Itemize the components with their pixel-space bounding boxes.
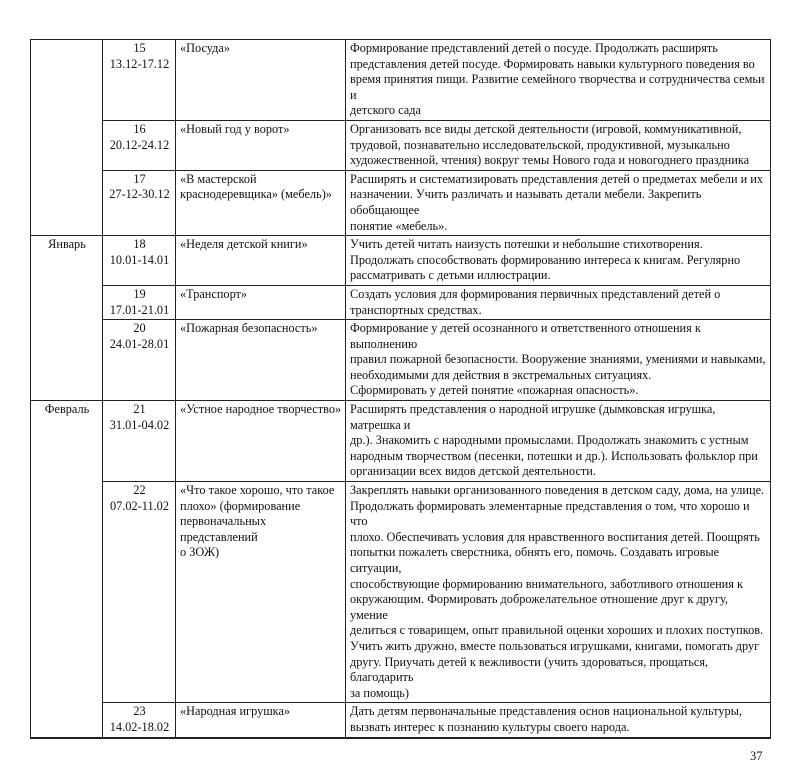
content-line: Сформировать у детей понятие «пожарная опасность». [350,383,639,398]
theme-line: «Посуда» [180,41,231,55]
table-row [31,40,771,121]
theme-cell [176,236,346,286]
content-line: назначении. Учить различать и называть детали мебели. Закрепить обобщающее [350,187,702,217]
week-dates: 07.02-11.02 [110,498,169,513]
week-dates: 24.01-28.01 [109,336,170,351]
month-cell: Февраль [31,401,103,738]
content-cell [346,236,771,286]
week-dates: 14.02-18.02 [109,719,170,734]
week-cell [103,40,176,121]
week-cell [103,320,176,401]
theme-line: «Что такое хорошо, что такое [180,483,335,498]
content-line: вызвать интерес к познанию культуры своего народа. [350,719,630,734]
table-row [31,120,771,170]
theme-line: «В мастерской [180,171,257,186]
table-row [31,401,771,482]
content-cell [346,120,771,170]
content-line: Закреплять навыки организованного поведения в детском саду, дома, на улице. [350,483,765,498]
week-cell [103,170,176,235]
content-cell [346,703,771,738]
month-cell: Январь [31,236,103,401]
content-line: Учить детей читать наизусть потешки и небольшие стихотворения. [350,237,703,252]
content-line: правил пожарной безопасности. Вооружение знаниями, умениями и навыками, [350,352,766,367]
content-line: др.). Знакомить с народными промыслами. Продолжать знакомить с устным [350,433,749,448]
week-dates: 13.12-17.12 [109,56,170,71]
week-number: 22 [133,483,146,498]
content-line: транспортных средствах. [350,302,482,317]
theme-cell [176,40,346,121]
content-cell [346,170,771,235]
content-line: рассматривать с детьми иллюстрации. [350,268,551,283]
content-line: окружающим. Формировать доброжелательное отношение друг к другу, умение [350,592,728,622]
content-line: Дать детям первоначальные представления основ национальной культуры, [350,704,743,719]
theme-line: «Транспорт» [180,286,248,301]
month-cell [31,40,103,236]
theme-line: первоначальных представлений [180,514,267,544]
table-row [31,285,771,319]
week-cell [103,236,176,286]
week-dates: 20.12-24.12 [109,137,170,152]
week-number: 21 [133,402,146,417]
theme-line: «Устное народное творчество» [180,402,342,417]
theme-line: краснодеревщика» (мебель)» [180,187,332,202]
week-dates: 27-12-30.12 [109,187,170,202]
week-cell [103,285,176,319]
theme-line: «Неделя детской книги» [180,237,308,252]
content-line: понятие «мебель». [350,218,448,233]
content-line: попытки пожалеть сверстника, обнять его, помочь. Создавать игровые ситуации, [350,545,720,575]
week-cell [103,482,176,703]
content-line: организации всех видов детской деятельности. [350,464,596,479]
content-line: детского сада [350,103,421,118]
content-cell [346,401,771,482]
theme-cell [176,120,346,170]
week-dates: 17.01-21.01 [109,302,170,317]
week-number: 23 [133,704,146,719]
content-line: способствующие формированию внимательного, заботливого отношения к [350,576,743,591]
theme-line: «Народная игрушка» [180,704,291,719]
content-line: другу. Приучать детей к вежливости (учить здороваться, прощаться, благодарить [350,654,709,685]
content-line: за помощь) [350,685,409,700]
thematic-plan-table [30,39,771,739]
content-line: время принятия пищи. Развитие семейного творчества и сотрудничества семьи и [350,72,765,102]
table-row [31,482,771,703]
content-line: необходимыми для действия в экстремальных ситуациях. [350,367,652,382]
theme-cell [176,703,346,738]
theme-line: «Пожарная безопасность» [180,321,318,336]
week-number: 15 [133,41,146,55]
week-dates: 31.01-04.02 [109,417,170,432]
content-cell [346,40,771,121]
content-cell [346,320,771,401]
theme-cell [176,170,346,235]
theme-cell [176,320,346,401]
content-line: трудовой, познавательно исследовательской, продуктивной, музыкально [350,137,730,152]
table-row [31,703,771,738]
theme-cell [176,285,346,319]
week-cell [103,401,176,482]
week-number: 17 [133,171,146,186]
content-line: Формирование представлений детей о посуде. Продолжать расширять [350,41,718,55]
week-number: 18 [133,237,146,252]
week-number: 19 [133,286,146,301]
content-cell [346,285,771,319]
page-number: 37 [750,749,763,763]
content-line: художественной, чтения) вокруг темы Нового года и новогоднего праздника [350,153,750,168]
content-line: народным творчеством (песенки, потешки и др.). Использовать фольклор при [350,448,758,463]
content-line: плохо. Обеспечивать условия для нравственного воспитания детей. Поощрять [350,529,760,544]
content-line: представления детей посуде. Формировать навыки культурного поведения во [350,56,755,71]
week-cell [103,703,176,738]
theme-cell [176,482,346,703]
table-row [31,320,771,401]
content-line: делиться с товарищем, опыт правильной оценки хороших и плохих поступков. [350,623,764,638]
theme-line: о ЗОЖ) [180,545,220,560]
content-line: Расширять представления о народной игрушке (дымковская игрушка, матрешка и [350,402,716,432]
content-line: Продолжать формировать элементарные представления о том, что хорошо и что [350,498,750,529]
content-cell [346,482,771,703]
table-row [31,236,771,286]
content-line: Продолжать способствовать формированию интереса к книгам. Регулярно [350,252,741,267]
table-row [31,170,771,235]
content-line: Учить жить дружно, вместе пользоваться игрушками, книгами, помогать друг [350,638,760,653]
week-number: 20 [133,321,146,336]
content-line: Формирование у детей осознанного и ответственного отношения к выполнению [350,321,701,351]
theme-line: плохо» (формирование [180,498,301,513]
theme-cell [176,401,346,482]
content-line: Организовать все виды детской деятельности (игровой, коммуникативной, [350,121,742,136]
content-line: Создать условия для формирования первичных представлений детей о [350,286,721,301]
content-line: Расширять и систематизировать представления детей о предметах мебели и их [350,171,763,186]
theme-line: «Новый год у ворот» [180,121,290,136]
week-number: 16 [133,121,146,136]
week-cell [103,120,176,170]
week-dates: 10.01-14.01 [109,252,170,267]
